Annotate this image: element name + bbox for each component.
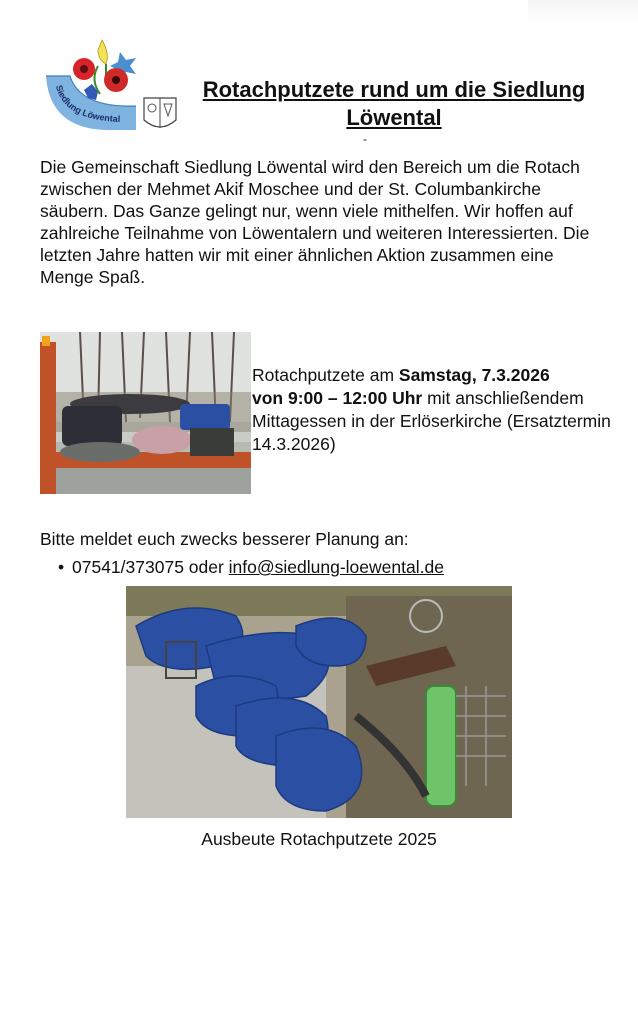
logo-text: Siedlung Löwental <box>53 83 121 124</box>
photo-caption: Ausbeute Rotachputzete 2025 <box>201 829 437 849</box>
event-time: von 9:00 – 12:00 Uhr <box>252 388 423 408</box>
bullet-icon: • <box>58 557 65 577</box>
title-separator: - <box>363 132 367 146</box>
registration-note: Bitte meldet euch zwecks besserer Planung an: <box>40 529 409 549</box>
event-suffix: mit anschließendem Mittagessen in der Erlöserkirche (Ersatztermin 14.3.2026) <box>252 388 611 454</box>
contact-line <box>58 556 618 578</box>
event-date: Samstag, 7.3.2026 <box>398 365 550 385</box>
page-title: Rotachputzete rund um die Siedlung Löwental <box>202 77 586 130</box>
collected-trash-photo <box>126 586 512 818</box>
screen-corner-shadow <box>528 0 638 24</box>
phone-text: 07541/373075 oder <box>72 557 229 577</box>
siedlung-logo <box>40 36 182 136</box>
intro-paragraph: Die Gemeinschaft Siedlung Löwental wird den Bereich um die Rotach zwischen der Mehmet Akif Moschee und der St. Columbankirche säubern. Das Ganze gelingt nur, wenn viele mithelfen. Wir hoffen auf zahlreiche Teilnahme von Löwentalern und weiteren Interessierten. Die letzten Jahre hatten wir mit einer ähnlichen Aktion zusammen eine Menge Spaß. <box>40 157 590 287</box>
truck-trash-photo <box>40 332 251 494</box>
event-prefix: Rotachputzete am <box>252 365 399 385</box>
email-link[interactable]: info@siedlung-loewental.de <box>228 557 444 577</box>
event-details <box>252 364 612 456</box>
